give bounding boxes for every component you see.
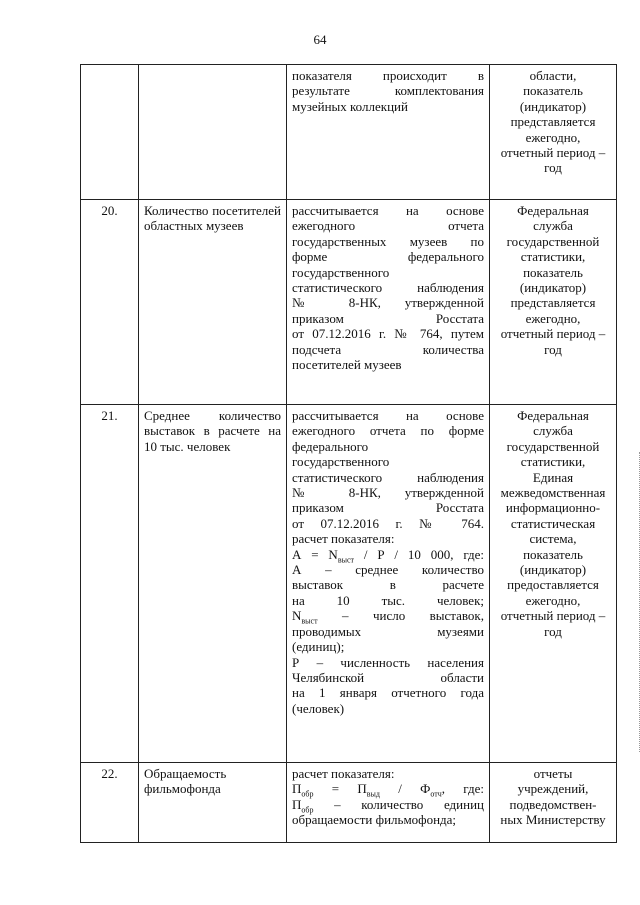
method-line: № 8-НК, утвержденной xyxy=(292,485,484,501)
method-line: рассчитывается на основе xyxy=(292,408,484,423)
calculation-method-cell xyxy=(287,200,490,405)
method-line: от 07.12.2016 г. № 764, путем xyxy=(292,326,484,342)
source-line: служба xyxy=(533,423,573,439)
source-line: представляется xyxy=(510,114,596,130)
source-line: показатель xyxy=(523,83,583,99)
method-line: расчет показателя: xyxy=(292,531,395,547)
source-line: представляется xyxy=(510,295,596,311)
method-line: А – среднее количество xyxy=(292,562,484,578)
row-number: 20. xyxy=(101,203,118,218)
source-line: статистики, xyxy=(520,454,586,470)
method-line: результате комплектования xyxy=(292,83,484,99)
method-line: показателя происходит в xyxy=(292,68,484,83)
method-line: № 8-НК, утвержденной xyxy=(292,295,484,311)
source-line: учреждений, xyxy=(517,781,589,797)
source-line: показатель xyxy=(523,546,583,562)
calculation-method-cell xyxy=(287,405,490,763)
method-line: от 07.12.2016 г. № 764. xyxy=(292,515,484,531)
row-number-cell xyxy=(81,65,139,200)
source-line: Федеральная xyxy=(517,408,589,423)
source-line: статистическая xyxy=(510,515,596,531)
calculation-method-cell xyxy=(287,763,490,843)
method-line: (единиц); xyxy=(292,639,345,655)
method-line: $П_{обр} = П_{выд} / Ф_{отч}$, где: xyxy=(292,781,484,799)
method-line: (человек) xyxy=(292,700,345,716)
method-line: рассчитывается на основе xyxy=(292,203,484,218)
source-line: ежегодно, xyxy=(525,592,581,608)
source-line: отчетный период – xyxy=(500,145,606,161)
source-line: государственной xyxy=(506,233,600,249)
table-row xyxy=(81,200,617,405)
source-line: (индикатор) xyxy=(519,562,587,578)
indicator-name-cell xyxy=(139,405,287,763)
source-line: показатель xyxy=(523,264,583,280)
source-line: ных Министерству xyxy=(500,812,606,828)
indicator-name: Среднее количество выставок в расчете на 10 тыс. человек xyxy=(144,408,281,454)
table-row xyxy=(81,405,617,763)
method-line: $А = N_{выст} / Р / 10$ 000, где: xyxy=(292,546,484,565)
method-line: $N_{выст}$ – число выставок, xyxy=(292,608,484,626)
source-line: информационно- xyxy=(505,500,601,516)
table-row xyxy=(81,65,617,200)
method-line: форме федерального xyxy=(292,249,484,265)
method-line: выставок в расчете xyxy=(292,577,484,593)
source-line: отчетный период – xyxy=(500,608,606,624)
method-line: приказом Росстата xyxy=(292,310,484,326)
method-line: федерального xyxy=(292,438,369,454)
page-number: 64 xyxy=(313,32,327,47)
source-line: подведомствен- xyxy=(509,796,597,812)
indicators-table-body xyxy=(81,65,617,843)
source-line: ежегодно, xyxy=(525,310,581,326)
indicator-name-cell xyxy=(139,65,287,200)
row-number-cell xyxy=(81,405,139,763)
source-line: год xyxy=(544,341,562,357)
source-line: ежегодно, xyxy=(525,129,581,145)
method-line: подсчета количества xyxy=(292,341,484,357)
row-number-cell xyxy=(81,200,139,405)
method-line: государственных музеев по xyxy=(292,233,484,249)
source-line: Единая xyxy=(532,469,574,485)
source-line: отчетный период – xyxy=(500,326,606,342)
indicator-name: Количество посетителей областных музеев xyxy=(144,203,281,234)
source-line: Федеральная xyxy=(517,203,589,218)
source-line: год xyxy=(544,623,562,639)
method-line: приказом Росстата xyxy=(292,500,484,516)
method-line: статистического наблюдения xyxy=(292,469,484,485)
data-source-cell xyxy=(490,405,617,763)
method-line: на 1 января отчетного года xyxy=(292,685,484,701)
data-source-cell xyxy=(490,200,617,405)
indicator-name-cell xyxy=(139,763,287,843)
indicator-name: Обращаемость фильмофонда xyxy=(144,766,227,797)
method-line: Челябинской области xyxy=(292,669,484,685)
source-line: (индикатор) xyxy=(519,280,587,296)
source-line: (индикатор) xyxy=(519,98,587,114)
method-line: ежегодного отчета по форме xyxy=(292,423,484,439)
source-line: отчеты xyxy=(533,766,573,781)
calculation-method-cell xyxy=(287,65,490,200)
source-line: служба xyxy=(533,218,573,234)
source-line: год xyxy=(544,160,562,176)
method-line: расчет показателя: xyxy=(292,766,395,781)
row-number: 21. xyxy=(101,408,118,423)
method-line: государственного xyxy=(292,454,390,470)
method-line: музейных коллекций xyxy=(292,98,408,114)
method-line: посетителей музеев xyxy=(292,357,402,373)
source-line: статистики, xyxy=(520,249,586,265)
method-line: на 10 тыс. человек; xyxy=(292,592,484,608)
indicators-table xyxy=(80,64,617,843)
data-source-cell xyxy=(490,763,617,843)
data-source-cell xyxy=(490,65,617,200)
table-row xyxy=(81,763,617,843)
source-line: государственной xyxy=(506,438,600,454)
method-line: статистического наблюдения xyxy=(292,280,484,296)
source-line: межведомственная xyxy=(500,485,606,501)
method-line: ежегодного отчета xyxy=(292,218,484,234)
row-number: 22. xyxy=(101,766,118,781)
row-number-cell xyxy=(81,763,139,843)
source-line: предоставляется xyxy=(507,577,599,593)
indicator-name-cell xyxy=(139,200,287,405)
source-line: области, xyxy=(529,68,577,83)
method-line: $П_{обр}$ – количество единиц xyxy=(292,796,484,815)
method-line: проводимых музеями xyxy=(292,623,484,639)
source-line: система, xyxy=(529,531,577,547)
method-line: обращаемости фильмофонда; xyxy=(292,812,457,828)
method-line: Р – численность населения xyxy=(292,654,484,670)
method-line: государственного xyxy=(292,264,390,280)
